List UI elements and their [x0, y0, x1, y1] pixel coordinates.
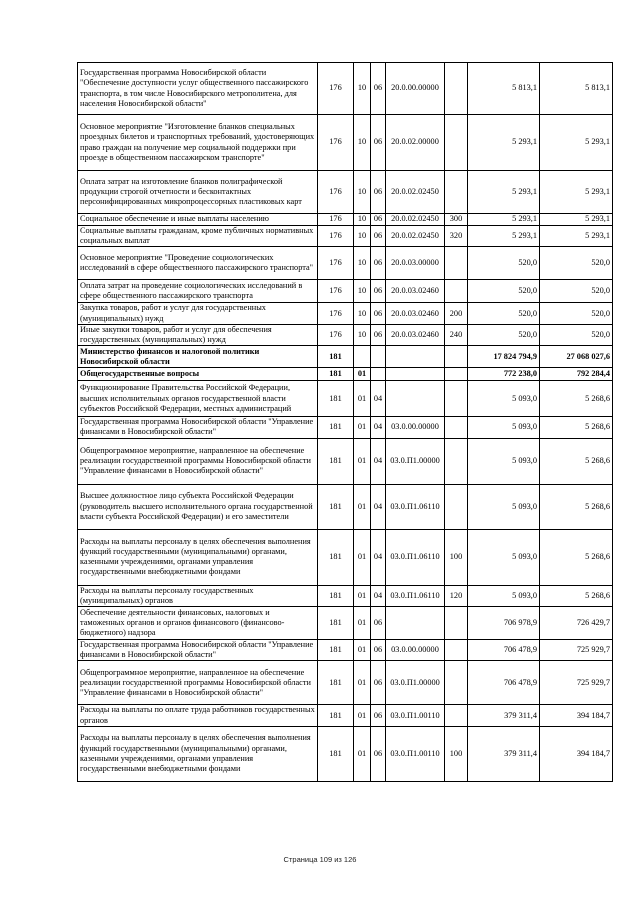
ministry-code: 181	[318, 640, 354, 661]
target-article-code: 03.0.П1.00000	[386, 661, 445, 705]
table-row	[78, 214, 613, 226]
amount-year-2: 520,0	[540, 280, 613, 303]
amount-year-1: 5 293,1	[468, 214, 540, 226]
target-article-code: 20.0.03.02460	[386, 280, 445, 303]
target-article-code: 03.0.П1.00000	[386, 438, 445, 484]
amount-year-2: 5 293,1	[540, 171, 613, 214]
subsection-code: 06	[371, 247, 386, 280]
table-row	[78, 303, 613, 324]
subsection-code: 06	[371, 705, 386, 726]
amount-year-2: 725 929,7	[540, 640, 613, 661]
target-article-code: 20.0.02.02450	[386, 214, 445, 226]
amount-year-2: 5 293,1	[540, 115, 613, 171]
section-code: 01	[354, 529, 371, 585]
amount-year-2: 5 268,6	[540, 484, 613, 529]
expense-type-code	[445, 247, 468, 280]
amount-year-2: 520,0	[540, 247, 613, 280]
table-row	[78, 324, 613, 345]
table-row	[78, 661, 613, 705]
row-name: Иные закупки товаров, работ и услуг для обеспечения государственных (муниципальных) нужд	[78, 324, 318, 345]
amount-year-1: 5 093,0	[468, 484, 540, 529]
table-row	[78, 63, 613, 115]
amount-year-1: 5 293,1	[468, 171, 540, 214]
subsection-code: 06	[371, 324, 386, 345]
target-article-code: 20.0.02.00000	[386, 115, 445, 171]
amount-year-2: 5 813,1	[540, 63, 613, 115]
subsection-code: 06	[371, 303, 386, 324]
row-name: Общепрограммное мероприятие, направленное на обеспечение реализации государственной программы Новосибирской области "Управление финансами в Новосибирской области"	[78, 661, 318, 705]
page-number: Страница 109 из 126	[283, 855, 357, 864]
row-name: Функционирование Правительства Российской Федерации, высших исполнительных органов государственной власти субъектов Российской Федерации, местных администраций	[78, 381, 318, 417]
table-row	[78, 226, 613, 247]
row-name: Министерство финансов и налоговой политики Новосибирской области	[78, 346, 318, 368]
section-code: 10	[354, 171, 371, 214]
expense-type-code: 100	[445, 529, 468, 585]
row-name: Государственная программа Новосибирской области "Обеспечение доступности услуг общественного пассажирского транспорта, в том числе Новосибирского метрополитена, для населения Новосибирской области"	[78, 63, 318, 115]
amount-year-1: 772 238,0	[468, 368, 540, 381]
expense-type-code	[445, 607, 468, 640]
row-name: Государственная программа Новосибирской области "Управление финансами в Новосибирской области"	[78, 417, 318, 438]
subsection-code	[371, 368, 386, 381]
amount-year-1: 706 478,9	[468, 640, 540, 661]
amount-year-1: 5 093,0	[468, 417, 540, 438]
row-name: Основное мероприятие "Проведение социологических исследований в сфере общественного пассажирского транспорта"	[78, 247, 318, 280]
subsection-code: 04	[371, 529, 386, 585]
budget-table	[77, 62, 613, 782]
subsection-code: 06	[371, 280, 386, 303]
amount-year-2: 725 929,7	[540, 661, 613, 705]
table-row	[78, 640, 613, 661]
table-row	[78, 171, 613, 214]
amount-year-2: 5 268,6	[540, 529, 613, 585]
expense-type-code	[445, 63, 468, 115]
target-article-code: 03.0.П1.00110	[386, 726, 445, 781]
ministry-code: 181	[318, 484, 354, 529]
row-name: Закупка товаров, работ и услуг для государственных (муниципальных) нужд	[78, 303, 318, 324]
amount-year-2: 5 293,1	[540, 214, 613, 226]
subsection-code: 04	[371, 484, 386, 529]
amount-year-1: 379 311,4	[468, 705, 540, 726]
subsection-code: 06	[371, 226, 386, 247]
amount-year-2: 5 268,6	[540, 585, 613, 606]
subsection-code: 06	[371, 115, 386, 171]
amount-year-1: 5 293,1	[468, 115, 540, 171]
amount-year-2: 5 268,6	[540, 417, 613, 438]
target-article-code: 03.0.00.00000	[386, 417, 445, 438]
row-name: Расходы на выплаты по оплате труда работников государственных органов	[78, 705, 318, 726]
subsection-code	[371, 346, 386, 368]
section-code: 10	[354, 280, 371, 303]
section-code: 10	[354, 63, 371, 115]
subsection-code: 04	[371, 585, 386, 606]
table-row	[78, 346, 613, 368]
amount-year-1: 520,0	[468, 324, 540, 345]
table-row	[78, 585, 613, 606]
section-code: 01	[354, 640, 371, 661]
row-name: Высшее должностное лицо субъекта Российской Федерации (руководитель высшего исполнительного органа государственной власти субъекта Российской Федерации) и его заместители	[78, 484, 318, 529]
amount-year-2: 792 284,4	[540, 368, 613, 381]
expense-type-code	[445, 115, 468, 171]
table-row	[78, 368, 613, 381]
ministry-code: 181	[318, 607, 354, 640]
table-row	[78, 247, 613, 280]
ministry-code: 181	[318, 381, 354, 417]
row-name: Оплата затрат на изготовление бланков полиграфической продукции строгой отчетности и бесконтактных персонифицированных микропроцессорных пластиковых карт	[78, 171, 318, 214]
target-article-code	[386, 607, 445, 640]
ministry-code: 176	[318, 171, 354, 214]
amount-year-1: 5 813,1	[468, 63, 540, 115]
section-code: 01	[354, 417, 371, 438]
section-code: 01	[354, 585, 371, 606]
amount-year-1: 520,0	[468, 303, 540, 324]
subsection-code: 06	[371, 640, 386, 661]
row-name: Социальные выплаты гражданам, кроме публичных нормативных социальных выплат	[78, 226, 318, 247]
amount-year-2: 5 293,1	[540, 226, 613, 247]
section-code: 01	[354, 381, 371, 417]
amount-year-1: 5 093,0	[468, 529, 540, 585]
expense-type-code	[445, 661, 468, 705]
target-article-code: 03.0.00.00000	[386, 640, 445, 661]
amount-year-2: 27 068 027,6	[540, 346, 613, 368]
subsection-code: 06	[371, 63, 386, 115]
ministry-code: 176	[318, 214, 354, 226]
subsection-code: 06	[371, 726, 386, 781]
expense-type-code	[445, 346, 468, 368]
section-code: 01	[354, 368, 371, 381]
section-code: 01	[354, 661, 371, 705]
table-row	[78, 417, 613, 438]
section-code: 10	[354, 214, 371, 226]
table-row	[78, 115, 613, 171]
expense-type-code	[445, 640, 468, 661]
subsection-code: 06	[371, 607, 386, 640]
ministry-code: 176	[318, 63, 354, 115]
section-code: 10	[354, 247, 371, 280]
ministry-code: 181	[318, 529, 354, 585]
expense-type-code	[445, 368, 468, 381]
expense-type-code	[445, 484, 468, 529]
ministry-code: 181	[318, 585, 354, 606]
expense-type-code	[445, 705, 468, 726]
target-article-code: 20.0.03.02460	[386, 324, 445, 345]
section-code: 10	[354, 226, 371, 247]
section-code: 10	[354, 115, 371, 171]
section-code: 01	[354, 607, 371, 640]
section-code: 10	[354, 324, 371, 345]
amount-year-2: 394 184,7	[540, 726, 613, 781]
row-name: Расходы на выплаты персоналу государственных (муниципальных) органов	[78, 585, 318, 606]
expense-type-code	[445, 381, 468, 417]
table-row	[78, 484, 613, 529]
row-name: Расходы на выплаты персоналу в целях обеспечения выполнения функций государственными (муниципальными) органами, казенными учреждениями, органами управления государственными внебюджетными фондами	[78, 726, 318, 781]
amount-year-1: 5 093,0	[468, 585, 540, 606]
expense-type-code: 300	[445, 214, 468, 226]
expense-type-code: 100	[445, 726, 468, 781]
subsection-code: 04	[371, 417, 386, 438]
target-article-code: 03.0.П1.06110	[386, 529, 445, 585]
target-article-code	[386, 381, 445, 417]
expense-type-code: 320	[445, 226, 468, 247]
target-article-code: 03.0.П1.00110	[386, 705, 445, 726]
amount-year-1: 706 978,9	[468, 607, 540, 640]
ministry-code: 181	[318, 661, 354, 705]
row-name: Расходы на выплаты персоналу в целях обеспечения выполнения функций государственными (муниципальными) органами, казенными учреждениями, органами управления государственными внебюджетными фондами	[78, 529, 318, 585]
ministry-code: 176	[318, 303, 354, 324]
subsection-code: 06	[371, 171, 386, 214]
section-code: 10	[354, 303, 371, 324]
expense-type-code	[445, 171, 468, 214]
amount-year-2: 5 268,6	[540, 438, 613, 484]
ministry-code: 176	[318, 226, 354, 247]
target-article-code	[386, 368, 445, 381]
target-article-code: 20.0.02.02450	[386, 171, 445, 214]
expense-type-code	[445, 438, 468, 484]
amount-year-1: 379 311,4	[468, 726, 540, 781]
target-article-code	[386, 346, 445, 368]
table-body	[78, 63, 613, 782]
table-row	[78, 607, 613, 640]
row-name: Общепрограммное мероприятие, направленное на обеспечение реализации государственной программы Новосибирской области "Управление финансами в Новосибирской области"	[78, 438, 318, 484]
ministry-code: 181	[318, 705, 354, 726]
target-article-code: 20.0.00.00000	[386, 63, 445, 115]
ministry-code: 176	[318, 115, 354, 171]
subsection-code: 06	[371, 661, 386, 705]
expense-type-code: 120	[445, 585, 468, 606]
table-row	[78, 438, 613, 484]
row-name: Оплата затрат на проведение социологических исследований в сфере общественного пассажирского транспорта	[78, 280, 318, 303]
ministry-code: 176	[318, 247, 354, 280]
subsection-code: 04	[371, 381, 386, 417]
row-name: Социальное обеспечение и иные выплаты населению	[78, 214, 318, 226]
amount-year-1: 5 093,0	[468, 381, 540, 417]
amount-year-2: 394 184,7	[540, 705, 613, 726]
row-name: Государственная программа Новосибирской области "Управление финансами в Новосибирской области"	[78, 640, 318, 661]
section-code: 01	[354, 484, 371, 529]
expense-type-code	[445, 417, 468, 438]
subsection-code: 04	[371, 438, 386, 484]
ministry-code: 176	[318, 324, 354, 345]
target-article-code: 20.0.03.02460	[386, 303, 445, 324]
expense-type-code: 240	[445, 324, 468, 345]
target-article-code: 03.0.П1.06110	[386, 585, 445, 606]
amount-year-1: 706 478,9	[468, 661, 540, 705]
target-article-code: 20.0.03.00000	[386, 247, 445, 280]
subsection-code: 06	[371, 214, 386, 226]
amount-year-1: 520,0	[468, 280, 540, 303]
table-row	[78, 529, 613, 585]
ministry-code: 181	[318, 438, 354, 484]
table-row	[78, 381, 613, 417]
amount-year-1: 5 293,1	[468, 226, 540, 247]
section-code: 01	[354, 705, 371, 726]
table-row	[78, 705, 613, 726]
expense-type-code	[445, 280, 468, 303]
row-name: Обеспечение деятельности финансовых, налоговых и таможенных органов и органов финансового (финансово-бюджетного) надзора	[78, 607, 318, 640]
amount-year-2: 726 429,7	[540, 607, 613, 640]
ministry-code: 181	[318, 368, 354, 381]
amount-year-2: 5 268,6	[540, 381, 613, 417]
expense-type-code: 200	[445, 303, 468, 324]
table-row	[78, 280, 613, 303]
amount-year-2: 520,0	[540, 324, 613, 345]
amount-year-2: 520,0	[540, 303, 613, 324]
ministry-code: 181	[318, 726, 354, 781]
amount-year-1: 520,0	[468, 247, 540, 280]
section-code: 01	[354, 438, 371, 484]
ministry-code: 181	[318, 417, 354, 438]
row-name: Общегосударственные вопросы	[78, 368, 318, 381]
amount-year-1: 17 824 794,9	[468, 346, 540, 368]
section-code	[354, 346, 371, 368]
table-row	[78, 726, 613, 781]
ministry-code: 176	[318, 280, 354, 303]
row-name: Основное мероприятие "Изготовление бланков специальных проездных билетов и транспортных требований, удостоверяющих право граждан на получение мер социальной поддержки при проезде в общественном пассажирском транспорте"	[78, 115, 318, 171]
ministry-code: 181	[318, 346, 354, 368]
amount-year-1: 5 093,0	[468, 438, 540, 484]
target-article-code: 20.0.02.02450	[386, 226, 445, 247]
target-article-code: 03.0.П1.06110	[386, 484, 445, 529]
section-code: 01	[354, 726, 371, 781]
